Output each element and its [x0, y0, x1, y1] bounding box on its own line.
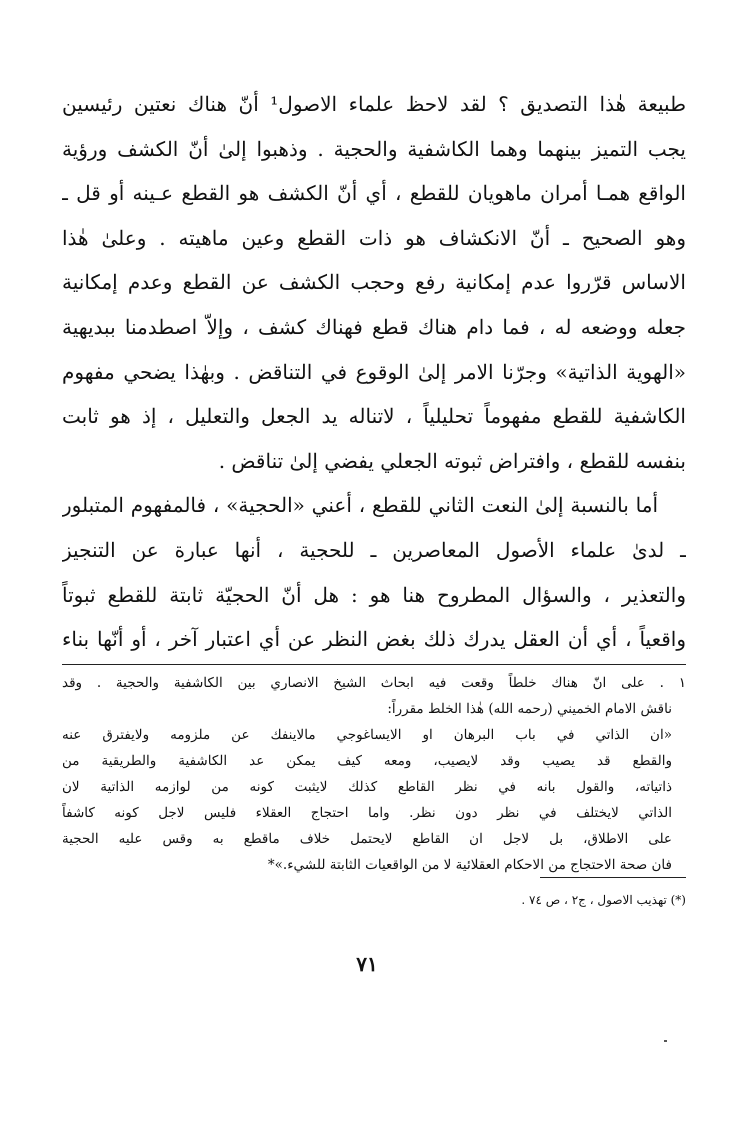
text-line: «الهوية الذاتية» وجرّنا الامر إلىٰ الوقوع في التناقض . وبهٰذا يضحي مفهوم	[62, 359, 686, 384]
text-line: الكاشفية للقطع مفهوماً تحليلياً ، لاتناله يد الجعل والتعليل ، إذ هو ثابت	[62, 404, 686, 429]
page-number: ٧١	[356, 952, 378, 976]
scan-mark	[664, 1040, 667, 1042]
text-line: أما بالنسبة إلىٰ النعت الثاني للقطع ، أعني «الحجية» ، فالمفهوم المتبلور	[62, 493, 658, 518]
text-line: ـ لدىٰ علماء الأصول المعاصرين ـ للحجية ، أنها عبارة عن التنجيز	[62, 537, 686, 562]
footnote-line: «ان الذاتي في باب البرهان او الايساغوجي مالاينفك عن ملزومه ولايفترق عنه	[62, 727, 672, 743]
text-line: والتعذير ، والسؤال المطروح هنا هو : هل أنّ الحجيّة ثابتة للقطع ثبوتاً	[62, 582, 686, 607]
text-line: جعله ووضعه له ، فما دام هناك قطع فهناك كشف ، وإلاّ اصطدمنا ببديهية	[62, 314, 686, 339]
text-line: بنفسه للقطع ، وافتراض ثبوته الجعلي يفضي إلىٰ تناقض .	[218, 448, 686, 473]
source-note: (*) تهذيب الاصول ، ج٢ ، ص ٧٤ .	[521, 893, 686, 907]
footnote-line: ذاتياته، والقول بانه في نظر القاطع كذلك لايثبت كونه من لوازمه الذاتية لان	[62, 779, 672, 795]
text-line: طبيعة هٰذا التصديق ؟ لقد لاحظ علماء الاصول¹ أنّ هناك نعتين رئيسين	[62, 92, 686, 116]
text-line: واقعياً ، أي أن العقل يدرك ذلك بغض النظر عن أي اعتبار آخر ، أو أنّها بناء	[62, 627, 686, 652]
footnote-line: ١ . على انّ هناك خلطاً وقعت فيه ابحاث الشيخ الانصاري بين الكاشفية والحجية . وقد	[62, 675, 686, 691]
footnote-line: ناقش الامام الخميني (رحمه الله) هٰذا الخلط مقرراً:	[387, 701, 672, 717]
footnote-divider	[62, 664, 686, 665]
text-line: وهو الصحيح ـ أنّ الانكشاف هو ذات القطع وعين ماهيته . وعلىٰ هٰذا	[62, 225, 686, 250]
text-line: الواقع همـا أمران ماهويان للقطع ، أي أنّ الكشف هو القطع عـينه أو قل ـ	[62, 181, 686, 206]
footnote-line: على الاطلاق، بل لاجل ان القاطع لايحتمل خلاف ماقطع به وقس عليه الحجية	[62, 831, 672, 847]
footnote-line: والقطع قد يصيب وقد لايصيب، ومعه كيف يمكن عد الكاشفية والطريقية من	[62, 753, 672, 769]
main-text	[62, 82, 686, 662]
text-line: يجب التميز بينهما وهما الكاشفية والحجية . وذهبوا إلىٰ أنّ الكشف ورؤية	[62, 136, 686, 161]
subnote-divider	[540, 877, 686, 878]
footnote-line: الذاتي لايختلف في نظر دون نظر. واما احتجاج العقلاء فليس لاجل كونه كاشفاً	[62, 805, 672, 821]
footnote-line: فان صحة الاحتجاج من الاحكام العقلائية لا من الواقعيات الثابتة للشيء.»*	[267, 857, 672, 873]
text-line: الاساس قرّروا عدم إمكانية رفع وحجب الكشف عن القطع وعدم إمكانية	[62, 270, 686, 295]
footnotes	[62, 670, 686, 878]
